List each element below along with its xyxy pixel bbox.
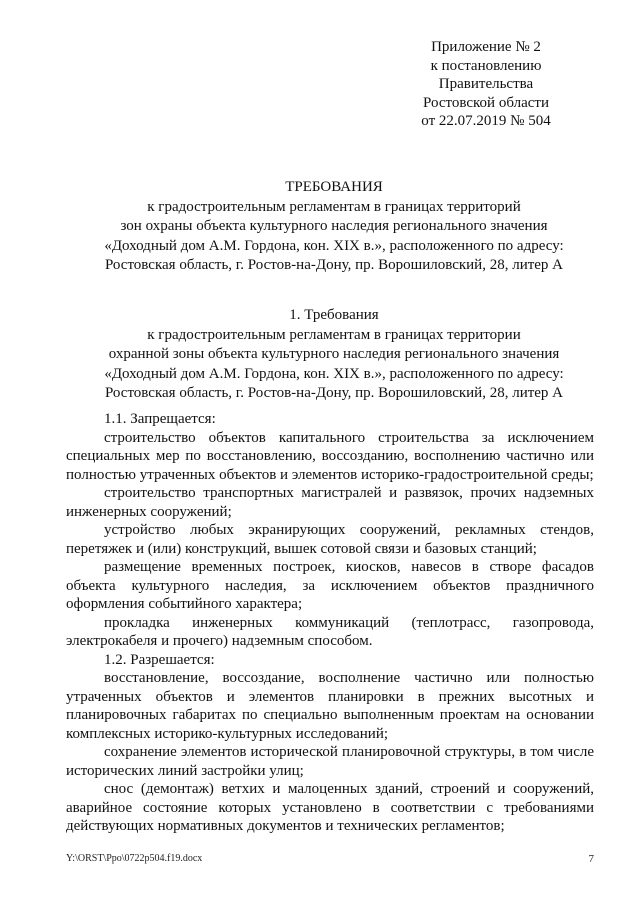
title-line: Ростовская область, г. Ростов-на-Дону, пр. Ворошиловский, 28, литер А	[104, 257, 564, 273]
section-title-line: Ростовская область, г. Ростов-на-Дону, пр. Ворошиловский, 28, литер А	[104, 385, 564, 401]
footer-file-path: Y:\ORST\Ppo\0722p504.f19.docx	[66, 853, 203, 864]
prohibited-item: устройство любых экранирующих сооружений, рекламных стендов, перетяжек и (или) конструкций, вышек сотовой связи и базовых станций;	[66, 522, 594, 557]
appendix-line: Ростовской области	[423, 94, 549, 111]
allowed-item: снос (демонтаж) ветхих и малоценных зданий, строений и сооружений, аварийное состояние которых установлено в соответствии с требованиями действующих нормативных документов и технических регламентов;	[66, 781, 594, 834]
title-line: зон охраны объекта культурного наследия регионального значения	[120, 218, 548, 234]
page-number: 7	[588, 853, 594, 865]
title-line: ТРЕБОВАНИЯ	[285, 179, 383, 195]
prohibited-item: строительство транспортных магистралей и развязок, прочих надземных инженерных сооружений;	[66, 485, 594, 520]
section-title-line: охранной зоны объекта культурного наследия регионального значения	[108, 346, 560, 362]
prohibited-item: размещение временных построек, киосков, навесов в створе фасадов объекта культурного наследия, за исключением объектов праздничного оформления событийного характера;	[66, 559, 594, 612]
section-title-line: 1. Требования	[289, 307, 379, 323]
appendix-line: Приложение № 2	[431, 39, 541, 55]
allowed-item: сохранение элементов исторической планировочной структуры, в том числе исторических линий застройки улиц;	[66, 744, 594, 779]
document-body	[66, 410, 594, 836]
section-title-line: «Доходный дом А.М. Гордона, кон. XIX в.», расположенного по адресу:	[104, 365, 564, 382]
prohibited-heading: 1.1. Запрещается:	[104, 411, 216, 427]
appendix-block	[406, 38, 566, 131]
appendix-line: от 22.07.2019 № 504	[421, 113, 551, 129]
title-line: «Доходный дом А.М. Гордона, кон. XIX в.», расположенного по адресу:	[104, 237, 564, 254]
section-title	[64, 306, 604, 404]
prohibited-item: прокладка инженерных коммуникаций (теплотрасс, газопровода, электрокабеля и прочего) надземным способом.	[66, 614, 594, 649]
allowed-heading: 1.2. Разрешается:	[104, 651, 215, 668]
appendix-line: к постановлению	[430, 57, 542, 74]
prohibited-item: строительство объектов капитального строительства за исключением специальных мер по восстановлению, воссозданию, восполнению частично или полностью утраченных объектов и элементов историко-градостроительной среды;	[66, 429, 594, 483]
appendix-line: Правительства	[438, 76, 534, 92]
allowed-item: восстановление, воссоздание, восполнение частично или полностью утраченных объектов и элементов планировки в прежних высотных и планировочных габаритах по специально выполненным проектам на основании комплексных историко-культурных исследований;	[66, 670, 594, 742]
section-title-line: к градостроительным регламентам в границах территории	[147, 326, 521, 343]
title-line: к градостроительным регламентам в границах территорий	[147, 198, 521, 215]
document-title	[64, 178, 604, 276]
